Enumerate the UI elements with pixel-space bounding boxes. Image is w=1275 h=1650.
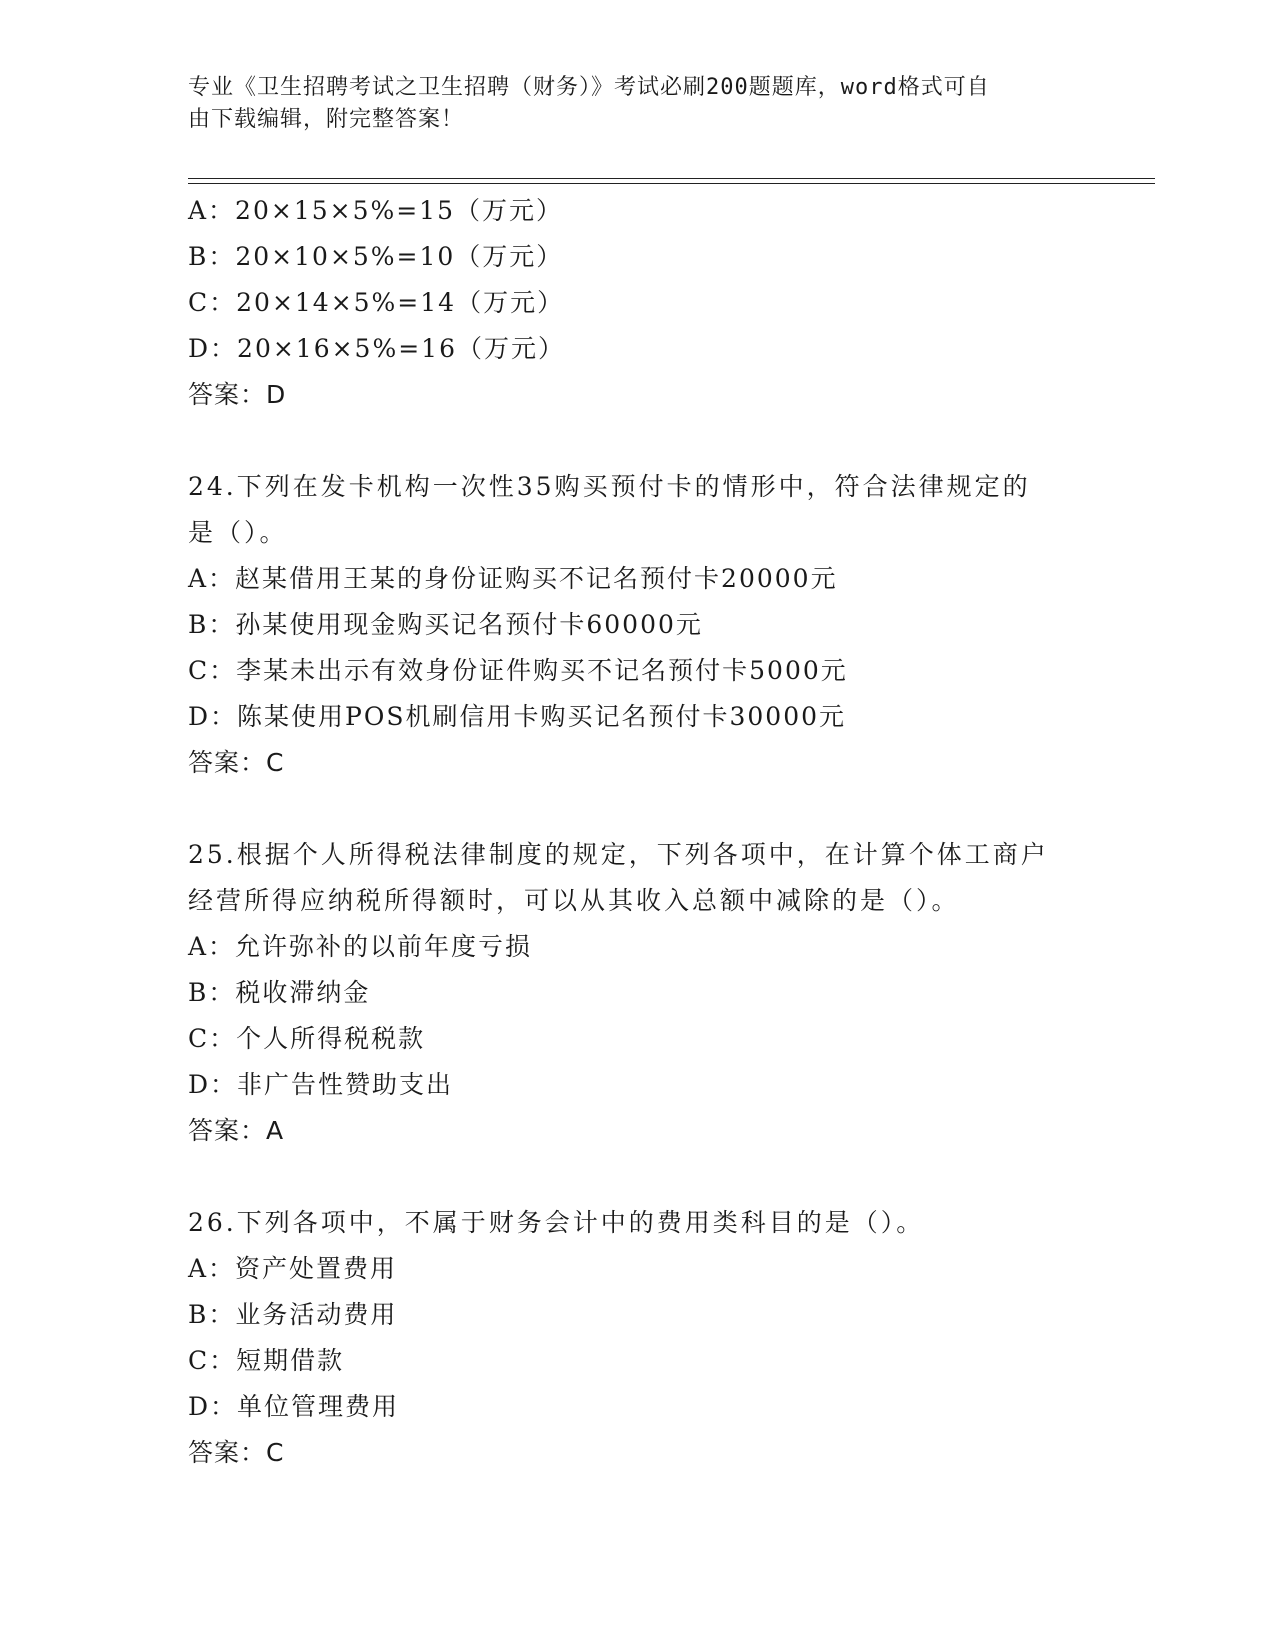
question-stem-line: 经营所得应纳税所得额时，可以从其收入总额中减除的是（）。 bbox=[188, 886, 960, 915]
answer-line: 答案：A bbox=[188, 1116, 285, 1145]
option-d: D：陈某使用POS机刷信用卡购买记名预付卡30000元 bbox=[188, 702, 847, 731]
question-25 bbox=[188, 832, 1088, 1154]
option-b: B：20×10×5%=10（万元） bbox=[188, 242, 564, 271]
header-line-2: 由下载编辑，附完整答案！ bbox=[188, 107, 465, 132]
option-a: A：赵某借用王某的身份证购买不记名预付卡20000元 bbox=[188, 564, 838, 593]
answer-line: 答案：D bbox=[188, 380, 287, 409]
question-stem-line: 24.下列在发卡机构一次性35购买预付卡的情形中，符合法律规定的 bbox=[188, 472, 1031, 501]
answer-line: 答案：C bbox=[188, 748, 285, 777]
option-a: A：20×15×5%=15（万元） bbox=[188, 196, 563, 225]
spacer bbox=[188, 418, 1088, 464]
option-b: B：孙某使用现金购买记名预付卡60000元 bbox=[188, 610, 703, 639]
question-stem-line: 25.根据个人所得税法律制度的规定，下列各项中，在计算个体工商户 bbox=[188, 840, 1049, 869]
spacer bbox=[188, 786, 1088, 832]
option-c: C：短期借款 bbox=[188, 1346, 345, 1375]
question-24 bbox=[188, 464, 1088, 786]
header-divider-bottom bbox=[188, 183, 1155, 184]
prev-question-block bbox=[188, 188, 1088, 418]
document-header bbox=[188, 72, 1088, 136]
spacer bbox=[188, 1154, 1088, 1200]
option-a: A：允许弥补的以前年度亏损 bbox=[188, 932, 533, 961]
question-stem-line: 是（）。 bbox=[188, 518, 288, 547]
option-c: C：20×14×5%=14（万元） bbox=[188, 288, 565, 317]
option-c: C：李某未出示有效身份证件购买不记名预付卡5000元 bbox=[188, 656, 848, 685]
option-b: B：业务活动费用 bbox=[188, 1300, 398, 1329]
option-a: A：资产处置费用 bbox=[188, 1254, 398, 1283]
header-divider-top bbox=[188, 178, 1155, 179]
question-26 bbox=[188, 1200, 1088, 1476]
option-d: D：20×16×5%=16（万元） bbox=[188, 334, 565, 363]
question-stem-line: 26.下列各项中，不属于财务会计中的费用类科目的是（）。 bbox=[188, 1208, 925, 1237]
option-c: C：个人所得税税款 bbox=[188, 1024, 426, 1053]
option-d: D：非广告性赞助支出 bbox=[188, 1070, 454, 1099]
question-content bbox=[188, 188, 1088, 1476]
option-d: D：单位管理费用 bbox=[188, 1392, 400, 1421]
option-b: B：税收滞纳金 bbox=[188, 978, 371, 1007]
header-line-1: 专业《卫生招聘考试之卫生招聘（财务）》考试必刷200题题库，word格式可自 bbox=[188, 75, 990, 100]
answer-line: 答案：C bbox=[188, 1438, 285, 1467]
